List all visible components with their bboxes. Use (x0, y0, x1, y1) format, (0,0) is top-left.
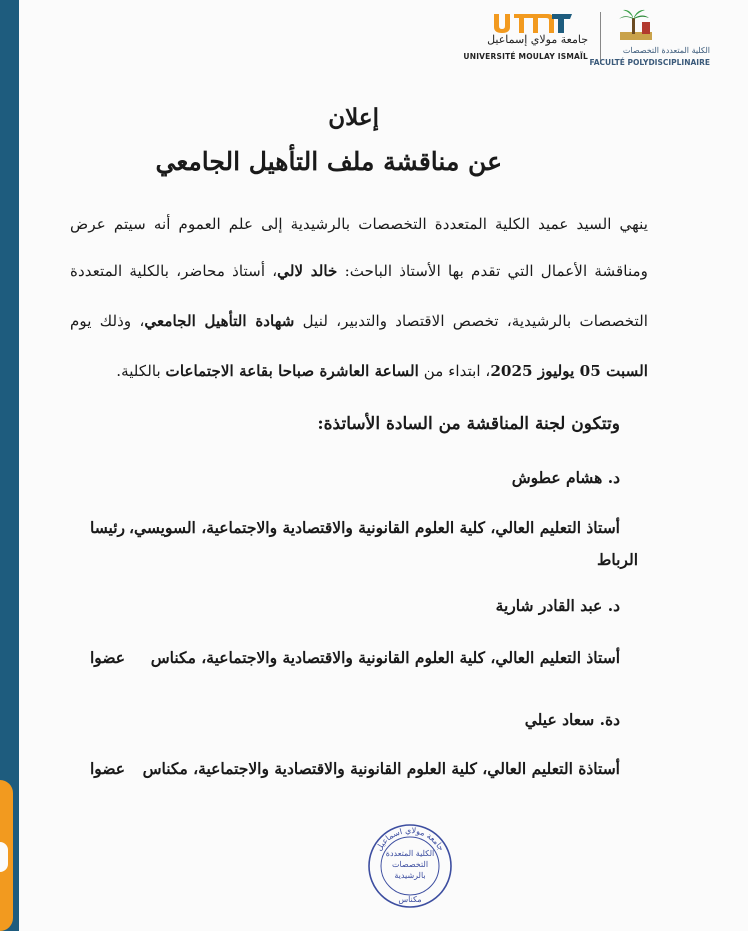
announcement-subtitle: عن مناقشة ملف التأهيل الجامعي (155, 147, 502, 176)
university-name-french: UNIVERSITÉ MOULAY ISMAÏL (463, 52, 588, 61)
degree-name: شهادة التأهيل الجامعي (144, 312, 295, 330)
member-3-affiliation: أستاذة التعليم العالي، كلية العلوم القانونية والاقتصادية والاجتماعية، مكناس (142, 759, 620, 778)
member-1-affiliation: أستاذ التعليم العالي، كلية العلوم القانونية والاقتصادية والاجتماعية، السويسي، (128, 518, 620, 537)
stamp-line-1: الكلية المتعددة (385, 849, 435, 858)
candidate-name: خالد لالي (277, 262, 338, 280)
university-logo (463, 8, 588, 64)
defense-date: السبت 05 يوليوز 2025 (490, 362, 648, 380)
stamp-line-2: التخصصات (391, 860, 429, 869)
body-line-2: ومناقشة الأعمال التي تقدم بها الأستاذ الباحث: خالد لالي، أستاذ محاضر، بالكلية المتعددة (70, 262, 648, 280)
faculty-name-arabic: الكلية المتعددة التخصصات (622, 46, 710, 55)
university-name-arabic: جامعة مولاي إسماعيل (487, 33, 588, 46)
left-orange-cutout (0, 842, 8, 872)
member-3-role: عضوا (90, 759, 126, 778)
member-2-role: عضوا (90, 648, 126, 667)
body-line-3: التخصصات بالرشيدية، تخصص الاقتصاد والتدبير، لنيل شهادة التأهيل الجامعي، وذلك يوم (70, 312, 648, 330)
committee-heading: وتتكون لجنة المناقشة من السادة الأساتذة: (317, 414, 620, 434)
stamp-line-3: بالرشيدية (394, 871, 426, 880)
stamp-bottom-text: مكناس (398, 895, 422, 904)
stamp-ring-text: جامعة مولاي اسماعيل (374, 825, 446, 853)
member-1-city: الرباط (597, 550, 638, 569)
member-1-name: د. هشام عطوش (511, 468, 620, 487)
member-2-affiliation: أستاذ التعليم العالي، كلية العلوم القانونية والاقتصادية والاجتماعية، مكناس (150, 648, 620, 667)
palm-tree-icon (618, 8, 654, 42)
member-1-role: رئيسا (90, 518, 126, 537)
member-3-name: دة. سعاد عيلي (524, 710, 620, 729)
defense-time-place: الساعة العاشرة صباحا بقاعة الاجتماعات (165, 362, 419, 380)
umi-logo-icon (492, 11, 574, 35)
body-line-4: السبت 05 يوليوز 2025، ابتداء من الساعة العاشرة صباحا بقاعة الاجتماعات بالكلية. (116, 362, 648, 380)
body-line-1: ينهي السيد عميد الكلية المتعددة التخصصات بالرشيدية إلى علم العموم أنه سيتم عرض (70, 215, 648, 233)
faculty-name-french: FACULTÉ POLYDISCIPLINAIRE (589, 58, 710, 67)
announcement-title: إعلان (328, 104, 379, 131)
header-separator (600, 12, 601, 64)
official-stamp (365, 822, 455, 910)
faculty-logo (589, 8, 710, 68)
member-2-name: د. عبد القادر شارية (495, 596, 620, 615)
